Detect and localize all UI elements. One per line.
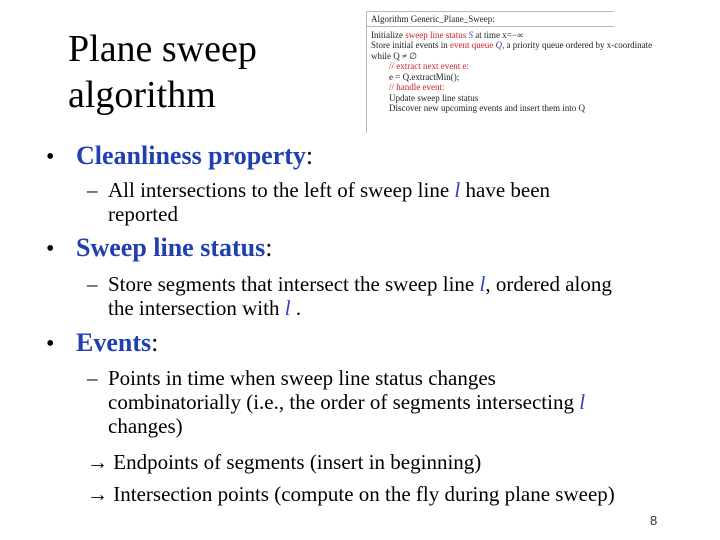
bullet-label: Cleanliness property [76, 141, 306, 170]
page-number: 8 [650, 513, 658, 528]
algorithm-title: Algorithm Generic_Plane_Sweep: [367, 14, 614, 27]
bullet-cleanliness: • Cleanliness property: [46, 141, 314, 170]
dash-marker: – [87, 178, 98, 202]
bullet-marker: • [46, 236, 55, 262]
algorithm-pseudocode-figure [366, 11, 653, 133]
title-line-2: algorithm [68, 74, 216, 116]
dash-marker: – [87, 272, 98, 296]
sub-bullet-events: – Points in time when sweep line status changes combinatorially (i.e., the order of segments intersecting l changes) [87, 366, 586, 438]
algorithm-line-6: // handle event: [389, 82, 445, 92]
algorithm-line-8: Discover new upcoming events and insert them into Q [389, 103, 585, 113]
algorithm-line-7: Update sweep line status [389, 92, 479, 103]
title-line-1: Plane sweep [68, 28, 257, 70]
algorithm-line-5: e = Q.extractMin(); [389, 71, 460, 82]
bullet-sweep-line-status: • Sweep line status: [46, 233, 273, 262]
algorithm-line-3: while Q ≠ ∅ [371, 50, 418, 61]
slide-title [68, 26, 348, 118]
bullet-marker: • [46, 144, 55, 170]
algorithm-line-1: Initialize sweep line status S at time x=−∞ [371, 29, 524, 40]
dash-marker: – [87, 366, 98, 390]
algorithm-line-2: Store initial events in event queue Q, a priority queue ordered by x-coordinate [371, 40, 653, 50]
events-arrow-intersections: → Intersection points (compute on the fly during plane sweep) [87, 482, 615, 506]
bullet-events: • Events: [46, 328, 159, 357]
sub-bullet-cleanliness: – All intersections to the left of sweep line l have been reported [87, 178, 551, 226]
events-arrow-endpoints: → Endpoints of segments (insert in beginning) [87, 450, 482, 474]
bullet-label: Sweep line status [76, 233, 266, 262]
algorithm-line-4: // extract next event e: [389, 61, 469, 71]
bullet-label: Events [76, 328, 152, 357]
sub-bullet-sweep-line-status: – Store segments that intersect the sweep line l, ordered along the intersection with l . [87, 272, 612, 320]
bullet-marker: • [46, 331, 55, 357]
